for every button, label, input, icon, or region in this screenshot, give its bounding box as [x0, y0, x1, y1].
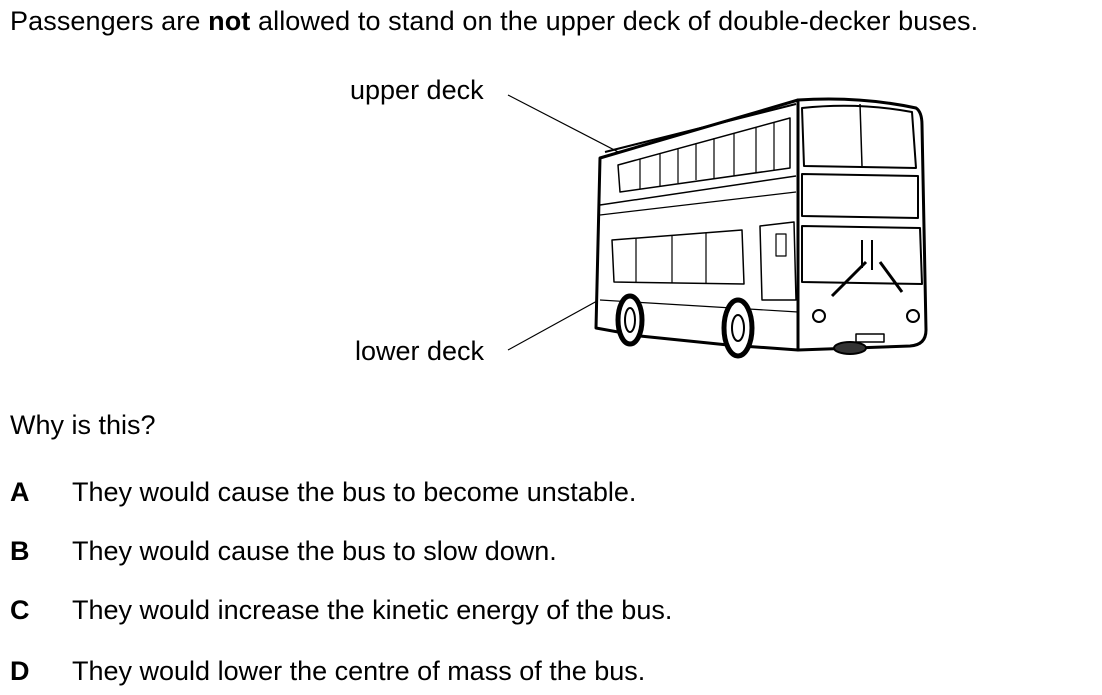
option-letter: B	[10, 536, 30, 566]
option-letter: D	[10, 656, 30, 686]
option-text: They would cause the bus to become unstable.	[72, 477, 637, 507]
option-text: They would increase the kinetic energy of the bus.	[72, 595, 673, 625]
upper-deck-label: upper deck	[350, 75, 484, 105]
stem-text-part2: allowed to stand on the upper deck of double-decker buses.	[250, 6, 979, 36]
option-letter: C	[10, 595, 30, 625]
option-letter: A	[10, 477, 30, 507]
stem-emphasis: not	[208, 6, 251, 36]
bus-body	[596, 99, 926, 356]
stem-text-part1: Passengers are	[10, 6, 209, 36]
question-text: Why is this?	[10, 410, 156, 440]
option-text: They would cause the bus to slow down.	[72, 536, 557, 566]
lower-deck-label: lower deck	[355, 336, 485, 366]
option-text: They would lower the centre of mass of the bus.	[72, 656, 646, 686]
